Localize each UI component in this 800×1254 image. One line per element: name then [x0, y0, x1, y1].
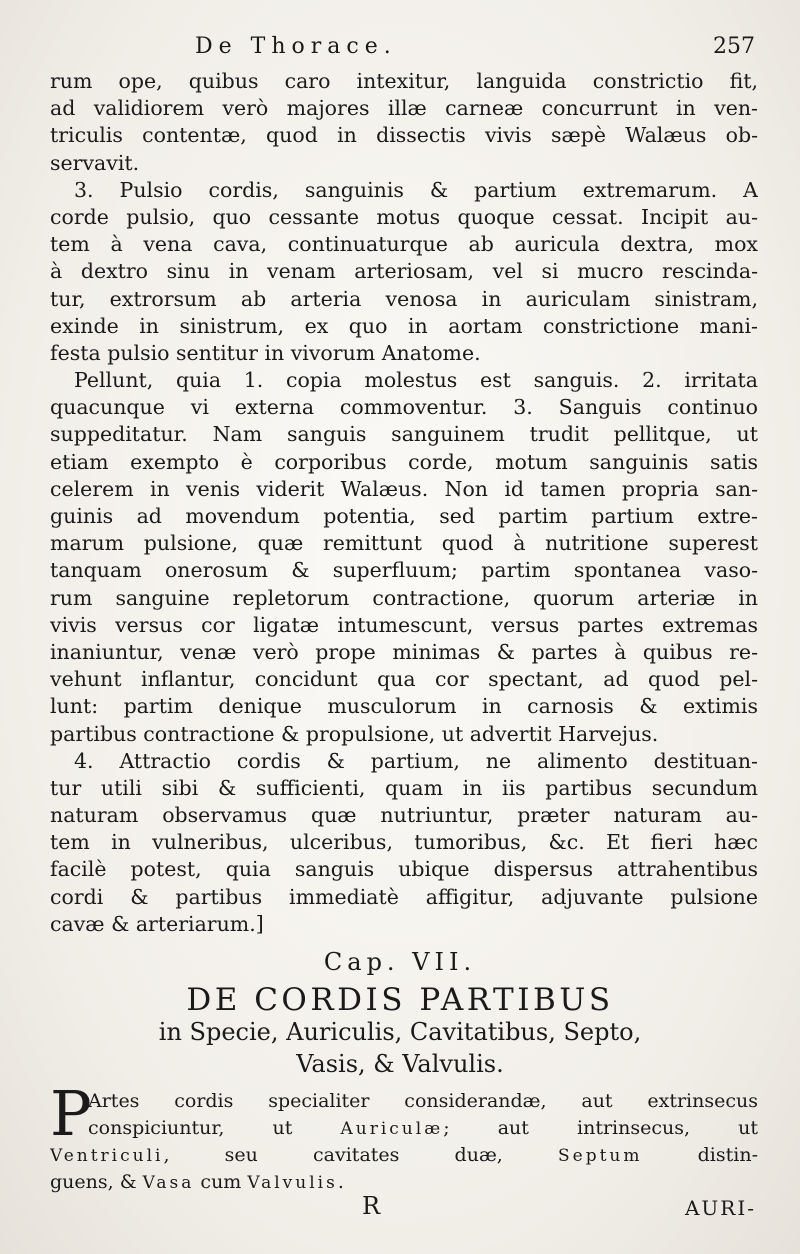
text-run: cum: [194, 1171, 248, 1193]
running-head-title: De Thorace.: [195, 34, 397, 59]
chapter-paragraph: [50, 1077, 758, 1196]
text-line: rum ope, quibus caro intexitur, languida constrictio fit,: [50, 69, 758, 93]
text-line: vivis versus cor ligatæ intumescunt, versus partes extremas: [50, 612, 758, 637]
small-caps-term: Vasa: [142, 1173, 195, 1193]
text-line: celerem in venis viderit Walæus. Non id tamen propria san-: [50, 476, 758, 501]
text-line: cordi & partibus immediatè affigitur, adjuvante pulsione: [50, 884, 758, 909]
text-line: Pellunt, quia 1. copia molestus est sanguis. 2. irritata: [74, 368, 758, 393]
small-caps-term: Septum: [557, 1146, 643, 1166]
text-run: ; aut intrinsecus, ut: [443, 1117, 758, 1139]
text-line: inaniuntur, venæ verò prope minimas & partes à quibus re-: [50, 639, 758, 664]
text-line: tem in vulneribus, ulceribus, tumoribus, &c. Et fieri hæc: [50, 830, 758, 855]
text-line: suppeditatur. Nam sanguis sanguinem trudit pellitque, ut: [50, 422, 758, 447]
text-run: Artes cordis specialiter considerandæ, aut extrinsecus: [88, 1090, 758, 1112]
text-line: festa pulsio sentitur in vivorum Anatome.: [50, 340, 481, 365]
text-line: vehunt inflantur, concidunt qua cor spectant, ad quod pel-: [50, 667, 758, 692]
text-line: servavit.: [50, 150, 140, 175]
text-run: distin-: [642, 1144, 758, 1166]
text-line: guinis ad movendum potentia, sed partim partium extre-: [50, 504, 758, 528]
text-run: conspiciuntur, ut: [88, 1117, 341, 1139]
small-caps-term: Ventriculi: [50, 1146, 164, 1166]
chapter-number: Cap. VII.: [323, 948, 477, 976]
page-number: 257: [713, 34, 755, 59]
text-line: 3. Pulsio cordis, sanguinis & partium extremarum. A: [74, 177, 758, 202]
text-line: lunt: partim denique musculorum in carnosis & extimis: [50, 694, 758, 719]
text-line: marum pulsione, quæ remittunt quod à nutritione superest: [50, 531, 758, 556]
signature-mark: R: [362, 1192, 381, 1220]
text-line: corde pulsio, quo cessante motus quoque cessat. Incipit au-: [50, 204, 758, 229]
small-caps-term: Auriculæ: [340, 1119, 444, 1139]
text-line: naturam observamus quæ nutriuntur, præter naturam au-: [50, 803, 758, 828]
text-run: guens, &: [50, 1171, 143, 1193]
small-caps-term: Valvulis: [247, 1173, 338, 1193]
text-line: etiam exempto è corporibus corde, motum sanguinis satis: [50, 449, 758, 474]
text-line: tem à vena cava, continuaturque ab auricula dextra, mox: [50, 232, 758, 257]
text-line: tur, extrorsum ab arteria venosa in auriculam sinistram,: [50, 286, 758, 311]
text-line: [50, 1088, 758, 1115]
running-head: [195, 34, 755, 64]
text-line: partibus contractione & propulsione, ut advertit Harvejus.: [50, 721, 659, 746]
text-line: tur utili sibi & sufficienti, quam in iis partibus secundum: [50, 775, 758, 800]
body-text: [50, 68, 758, 938]
text-line: [50, 1142, 758, 1169]
text-line: rum sanguine repletorum contractione, quorum arteriæ in: [50, 585, 758, 610]
chapter-subtitle: in Specie, Auriculis, Cavitatibus, Septo,: [158, 1018, 642, 1046]
text-run: , seu cavitates duæ,: [163, 1144, 558, 1166]
catchword: AURI-: [684, 1196, 756, 1220]
drop-cap: P: [50, 1077, 92, 1150]
chapter-subtitle: Vasis, & Valvulis.: [296, 1050, 504, 1078]
text-line: [50, 1169, 758, 1196]
text-line: cavæ & arteriarum.]: [50, 911, 264, 936]
text-line: exinde in sinistrum, ex quo in aortam constrictione mani-: [50, 313, 758, 338]
text-line: ad validiorem verò majores illæ carneæ concurrunt in ven-: [50, 96, 758, 121]
text-line: à dextro sinu in venam arteriosam, vel si mucro rescinda-: [50, 259, 758, 284]
text-run: .: [337, 1171, 344, 1193]
text-line: facilè potest, quia sanguis ubique dispersus attrahentibus: [50, 857, 758, 882]
chapter-title: DE CORDIS PARTIBUS: [186, 982, 614, 1018]
text-line: tanquam onerosum & superfluum; partim spontanea vaso-: [50, 558, 758, 583]
text-line: triculis contentæ, quod in dissectis vivis sæpè Walæus ob-: [50, 123, 758, 148]
text-line: quacunque vi externa commoventur. 3. Sanguis continuo: [50, 395, 758, 420]
text-line: [50, 1115, 758, 1142]
text-line: 4. Attractio cordis & partium, ne alimento destituan-: [74, 748, 758, 773]
